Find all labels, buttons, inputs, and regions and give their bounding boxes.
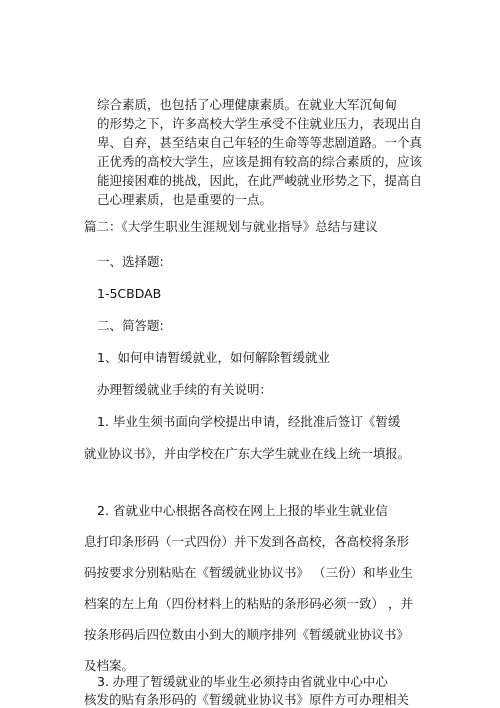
question-1: 1、如何申请暂缓就业，如何解除暂缓就业	[97, 350, 330, 365]
item2-line-4: 档案的左上角（四份材料上的粘贴的条形码必须一致） ，并	[84, 596, 413, 611]
item1-line-2: 就业协议书》，并由学校在广东大学生就业在线上统一填报。	[84, 447, 410, 461]
item2-line-2: 息打印条形码（一式四份）并下发到各高校，各高校将条形	[84, 534, 410, 549]
intro-line-1: 综合素质，也包括了心理健康素质。在就业大军沉甸甸	[97, 97, 398, 112]
intro-line-3: 卑、自弃，甚至结束自己年轻的生命等等悲剧道路。一个真	[97, 135, 423, 150]
item2-line-3: 码按要求分别粘贴在《暂缓就业协议书》 （三份）和毕业生	[84, 565, 413, 580]
intro-line-2: 的形势之下，许多高校大学生承受不住就业压力，表现出自	[97, 116, 423, 131]
item2-line-5: 按条形码后四位数由小到大的顺序排列《暂缓就业协议书》	[84, 627, 410, 642]
item3-line-2: 核发的贴有条形码的《暂缓就业协议书》原件方可办理相关	[84, 692, 410, 707]
part1-heading: 一、选择题:	[97, 254, 164, 269]
item1-line-1: 1. 毕业生须书面向学校提出申请，经批准后签订《暂缓	[97, 414, 401, 429]
intro-line-5: 能迎接困难的挑战，因此，在此严峻就业形势之下，提高自	[97, 173, 423, 188]
item2-line-1: 2. 省就业中心根据各高校在网上上报的毕业生就业信	[97, 503, 388, 518]
explanation-intro: 办理暂缓就业手续的有关说明：	[97, 382, 273, 397]
section-title: 篇二：《大学生职业生涯规划与就业指导》总结与建议	[84, 219, 378, 234]
answers-text: 1-5CBDAB	[97, 286, 162, 301]
intro-line-6: 己心理素质，也是重要的一点。	[97, 192, 273, 207]
item3-line-1: 3. 办理了暂缓就业的毕业生必须持由省就业中心中心	[97, 674, 388, 689]
item2-line-6: 及档案。	[84, 658, 135, 673]
intro-line-4: 正优秀的高校大学生，应该是拥有较高的综合素质的，应该	[97, 154, 423, 169]
part2-heading: 二、简答题:	[97, 318, 164, 333]
